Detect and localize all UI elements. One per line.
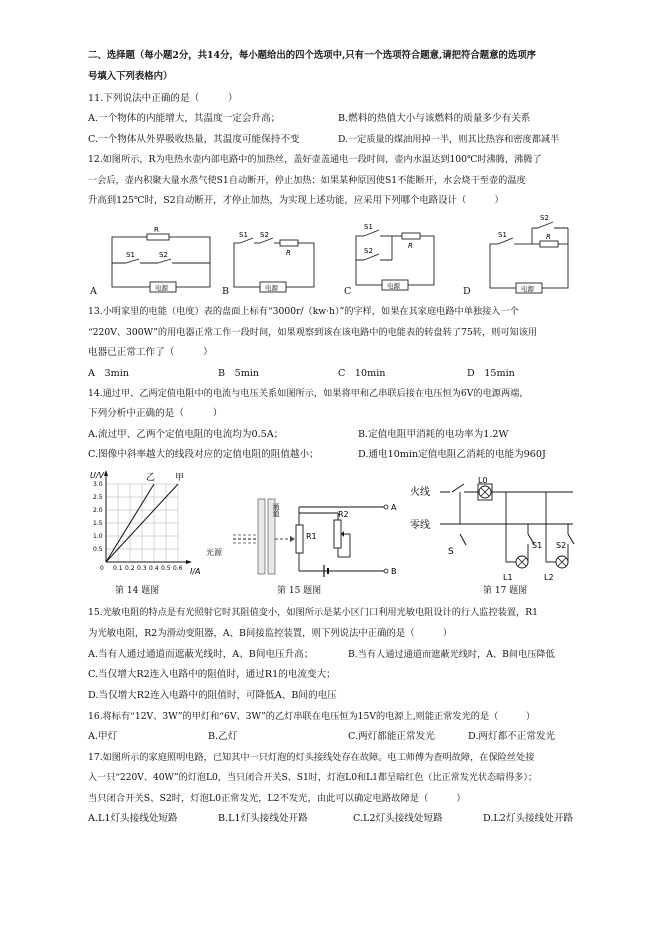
q12d-s1-label: S1 xyxy=(498,231,507,239)
fig15-caption: 第 15 题图 xyxy=(277,586,322,596)
q13-line2: “220V、300W”的用电器正常工作一段时间，如果观察到该在该电路中的电能表的转盘转了75转，则可知该用 xyxy=(88,327,538,338)
q17-line1: 17.如图所示的家庭照明电路，已知其中一只灯泡的灯头接线处存在故障。电工师傅为查明故障，在保险丝处接 xyxy=(88,752,535,763)
q11-option-a: A.一个物体的内能增大，其温度一定会升高； xyxy=(88,113,281,124)
q12c-s2-label: S2 xyxy=(364,247,373,255)
q17-option-c: C.L2灯头接线处短路 xyxy=(353,813,443,824)
fig14-ytick: 1.5 xyxy=(93,520,103,527)
fig14-ytick: 3.0 xyxy=(93,481,103,488)
q12c-resistor-label: R xyxy=(408,242,413,250)
q14-option-b: B.定值电阻甲消耗的电功率为1.2W xyxy=(358,429,509,440)
q11-option-b: B.燃料的热值大小与该燃料的质量多少有关系 xyxy=(338,113,531,124)
q16-option-b: B.乙灯 xyxy=(208,731,238,742)
fig14-xtick: 0.3 xyxy=(137,565,147,572)
fig14-xtick: 0.2 xyxy=(125,565,135,572)
q17-option-a: A.L1灯头接线处短路 xyxy=(88,813,178,824)
q13-line3: 电器已正常工作了（ ） xyxy=(88,347,213,358)
q12-circuit-a xyxy=(100,228,220,293)
q12-line3: 升高到125℃时，S2自动断开，才停止加热，为实现上述功能，应采用下列哪个电路设计（ ） xyxy=(88,195,504,206)
fig15-circuit xyxy=(228,495,398,580)
q14-line1: 14.通过甲、乙两定值电阻中的电流与电压关系如图所示，如果将甲和乙串联后接在电压恒为6V的电源两端， xyxy=(88,388,529,399)
q12-label-d: D xyxy=(463,286,471,297)
q12a-resistor-label: R xyxy=(154,226,159,234)
q16-stem: 16.将标有“12V、3W”的甲灯和“6V、3W”的乙灯串联在电压恒为15V的电源上,则能正常发光的是（ ） xyxy=(88,711,536,722)
q16-option-d: D.两灯都不正常发光 xyxy=(468,731,556,742)
fig17-l2-label: L2 xyxy=(544,573,554,582)
q13-line1: 13.小明家里的电能（电度）表的盘面上标有“3000r/（kw·h）”的字样，如果在其家庭电路中单独接入一个 xyxy=(88,306,519,317)
fig15-channel-label: 通道 xyxy=(272,503,280,517)
q12-label-a: A xyxy=(90,286,97,297)
q13-option-a: A 3min xyxy=(88,368,129,379)
fig14-ytick: 2.5 xyxy=(93,494,103,501)
q12b-s2-label: S2 xyxy=(260,231,269,239)
fig17-l0-label: L0 xyxy=(478,476,488,485)
q15-option-c: C.当仅增大R2连入电路中的阻值时，通过R1的电流变大； xyxy=(88,669,336,680)
q11-stem: 11.下列说法中正确的是（ ） xyxy=(88,93,238,104)
q17-line2: 入一只“220V、40W”的灯泡L0，当只闭合开关S、S1时，灯泡L0和L1都呈暗红色（比正常发光状态暗得多）； xyxy=(88,773,538,783)
fig14-xtick: 0.1 xyxy=(113,565,123,572)
q12a-s1-label: S1 xyxy=(126,251,135,259)
q15-option-b: B.当有人通过通道而遮蔽光线时，A、B间电压降低 xyxy=(348,649,555,660)
q12-label-c: C xyxy=(344,286,352,297)
fig15-light-label: 光源 xyxy=(206,548,222,557)
q12a-source-label: 电源 xyxy=(155,284,168,292)
q12-circuit-c xyxy=(344,222,444,292)
fig17-s1-label: S1 xyxy=(532,541,543,550)
fig15-b-label: B xyxy=(391,567,397,576)
q16-option-a: A.甲灯 xyxy=(88,731,118,742)
q15-line1: 15.光敏电阻的特点是有光照射它时其阻值变小，如图所示是某小区门口利用光敏电阻设计的行人监控装置，R1 xyxy=(88,607,538,618)
q14-option-a: A.流过甲、乙两个定值电阻的电流均为0.5A； xyxy=(88,429,284,440)
q17-option-d: D.L2灯头接线处开路 xyxy=(483,813,574,824)
q12-circuit-d xyxy=(470,210,575,294)
fig14-ytick: 2.0 xyxy=(93,507,103,514)
fig15-a-label: A xyxy=(391,503,397,512)
fig14-ytick: 0.5 xyxy=(93,546,103,553)
q12b-resistor-label: R xyxy=(286,249,291,257)
fig17-s-label: S xyxy=(448,547,454,557)
fig15-r2-label: R2 xyxy=(338,510,349,519)
q13-option-d: D 15min xyxy=(467,368,515,379)
q15-option-a: A.当有人通过通道而遮蔽光线时，A、B间电压升高； xyxy=(88,649,314,660)
fig15-r1-label: R1 xyxy=(306,532,317,541)
q12a-s2-label: S2 xyxy=(159,251,168,259)
q11-option-c: C.一个物体从外界吸收热量，其温度可能保持不变 xyxy=(88,134,300,145)
q16-option-c: C.两灯都能正常发光 xyxy=(348,731,435,742)
fig17-circuit xyxy=(408,478,573,583)
q12-circuit-b xyxy=(222,228,322,293)
q12-line1: 12.如图所示，R为电热水壶内部电路中的加热丝，盖好壶盖通电一段时间，壶内水温达到100℃时沸腾，沸腾了 xyxy=(88,154,542,165)
fig14-ylabel: U/V xyxy=(90,471,105,480)
fig14-graph xyxy=(88,470,208,580)
fig14-line-b-label: 乙 xyxy=(146,473,156,483)
section-heading-line2: 号填入下列表格内） xyxy=(88,71,173,82)
fig14-xtick: 0.6 xyxy=(173,565,183,572)
q13-option-c: C 10min xyxy=(338,368,386,379)
fig17-l1-label: L1 xyxy=(503,573,513,582)
q17-option-b: B.L1灯头接线处开路 xyxy=(218,813,308,824)
fig14-line-a-label: 甲 xyxy=(175,473,185,483)
fig17-live-label: 火线 xyxy=(410,487,430,498)
q14-option-d: D.通电10min定值电阻乙消耗的电能为960J xyxy=(358,449,546,460)
fig17-neutral-label: 零线 xyxy=(410,520,430,531)
q12-line2: 一会后，壶内积聚大量水蒸气使S1自动断开，停止加热；如果某种原因使S1不能断开，水会烧干至壶的温度 xyxy=(88,175,526,186)
fig17-s2-label: S2 xyxy=(556,541,567,550)
q14-line2: 下列分析中正确的是（ ） xyxy=(88,408,223,419)
q11-option-d: D.一定质量的煤油用掉一半，则其比热容和密度都减半 xyxy=(338,134,560,145)
q12d-s2-label: S2 xyxy=(540,214,549,222)
fig14-xtick: 0.4 xyxy=(149,565,159,572)
q12d-source-label: 电源 xyxy=(521,285,534,293)
q15-line2: 为光敏电阻，R2为滑动变阻器，A、B间接监控装置，则下列说法中正确的是（ ） xyxy=(88,628,453,639)
q13-option-b: B 5min xyxy=(218,368,260,379)
q12b-source-label: 电源 xyxy=(265,284,278,292)
fig14-caption: 第 14 题图 xyxy=(115,586,160,596)
fig14-xlabel: I/A xyxy=(190,567,201,576)
fig14-ytick: 1.0 xyxy=(93,533,103,540)
section-heading-line1: 二、选择题（每小题2分，共14分，每小题给出的四个选项中,只有一个选项符合题意,请把符合题意的选项序 xyxy=(88,50,536,61)
q15-option-d: D.当仅增大R2连入电路中的阻值时，可降低A、B间的电压 xyxy=(88,690,337,701)
q14-option-c: C.图像中斜率越大的线段对应的定值电阻的阻值越小； xyxy=(88,449,319,460)
q12d-resistor-label: R xyxy=(546,233,551,241)
fig14-xtick: 0.5 xyxy=(161,565,171,572)
q12-label-b: B xyxy=(222,286,230,297)
fig14-origin: 0 xyxy=(100,565,104,572)
q12c-s1-label: S1 xyxy=(364,223,373,231)
fig17-caption: 第 17 题图 xyxy=(483,586,528,596)
q17-line3: 当只闭合开关S、S2时，灯泡L0正常发光，L2不发光，由此可以确定电路故障是（ ） xyxy=(88,793,466,804)
q12c-source-label: 电源 xyxy=(387,282,400,290)
q12b-s1-label: S1 xyxy=(239,231,248,239)
